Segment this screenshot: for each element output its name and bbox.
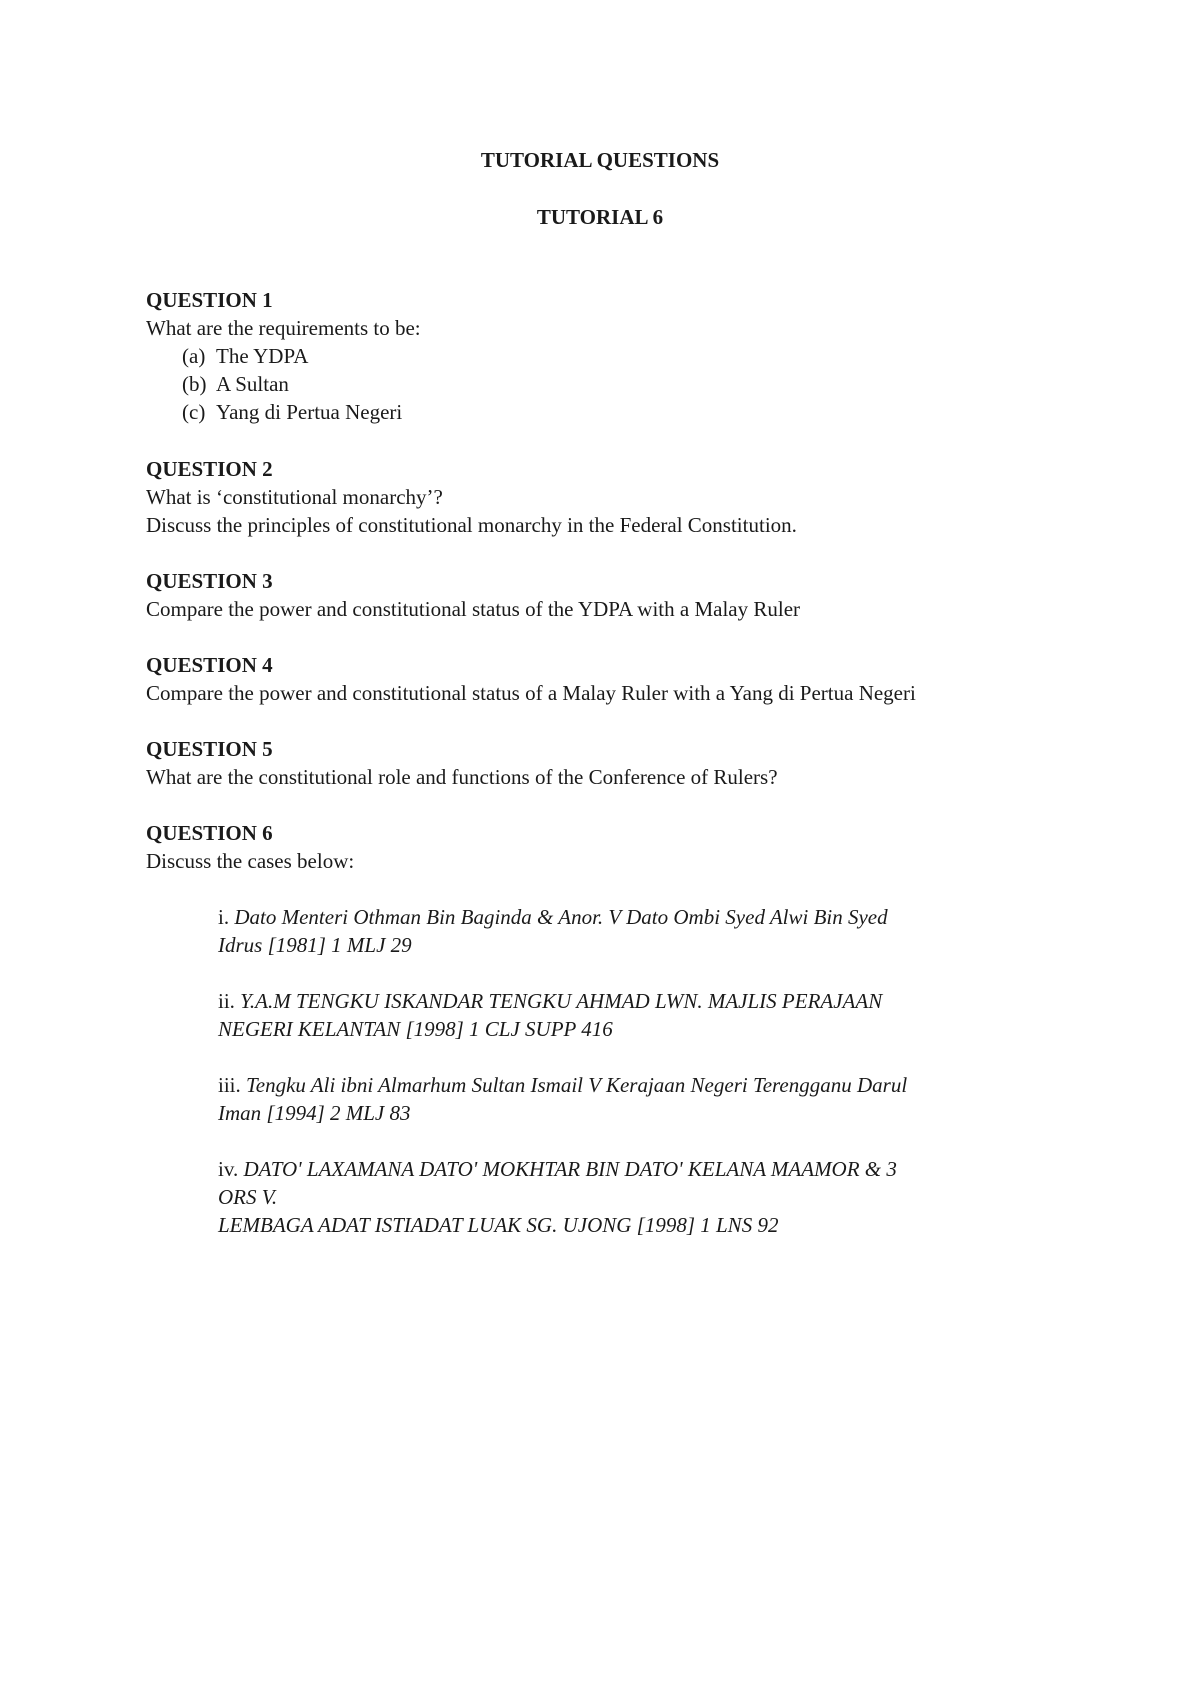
- case-number: iii.: [218, 1073, 241, 1097]
- question-heading: QUESTION 1: [146, 288, 273, 312]
- case-line: [218, 1071, 1038, 1099]
- case-number: ii.: [218, 989, 235, 1013]
- question-text: Discuss the cases below:: [146, 849, 355, 873]
- case-citation: Y.A.M TENGKU ISKANDAR TENGKU AHMAD LWN. MAJLIS PERAJAAN: [240, 989, 883, 1013]
- question-heading: QUESTION 2: [146, 457, 273, 481]
- case-item-iv: [218, 1155, 1038, 1239]
- case-citation: LEMBAGA ADAT ISTIADAT LUAK SG. UJONG [1998] 1 LNS 92: [218, 1213, 779, 1237]
- question-6: [146, 819, 1076, 875]
- document-subtitle: TUTORIAL 6: [536, 205, 664, 229]
- option-marker: (c): [182, 400, 206, 424]
- option-item: [146, 342, 1076, 370]
- case-citation: NEGERI KELANTAN [1998] 1 CLJ SUPP 416: [218, 1017, 613, 1041]
- question-heading: QUESTION 3: [146, 569, 273, 593]
- question-text: Compare the power and constitutional status of the YDPA with a Malay Ruler: [146, 597, 801, 621]
- question-text: Compare the power and constitutional status of a Malay Ruler with a Yang di Pertua Negeri: [146, 681, 916, 705]
- case-line: [218, 987, 1038, 1015]
- question-5: [146, 735, 1076, 791]
- question-heading: QUESTION 4: [146, 653, 273, 677]
- question-1: [146, 286, 1076, 426]
- option-text: The YDPA: [216, 344, 309, 368]
- document-title: TUTORIAL QUESTIONS: [480, 148, 720, 172]
- question-text: What is ‘constitutional monarchy’?: [146, 485, 443, 509]
- case-item-ii: [218, 987, 1038, 1043]
- case-item-i: [218, 903, 1038, 959]
- option-marker: (b): [182, 372, 207, 396]
- option-marker: (a): [182, 344, 206, 368]
- question-text: Discuss the principles of constitutional monarchy in the Federal Constitution.: [146, 513, 797, 537]
- case-citation: ORS V.: [218, 1185, 278, 1209]
- case-citation: DATO' LAXAMANA DATO' MOKHTAR BIN DATO' KELANA MAAMOR & 3: [243, 1157, 897, 1181]
- case-number: i.: [218, 905, 230, 929]
- case-number: iv.: [218, 1157, 239, 1181]
- question-heading: QUESTION 6: [146, 821, 273, 845]
- question-text: What are the requirements to be:: [146, 316, 421, 340]
- question-2: [146, 455, 1076, 539]
- question-heading: QUESTION 5: [146, 737, 273, 761]
- option-text: Yang di Pertua Negeri: [216, 400, 403, 424]
- option-item: [146, 370, 1076, 398]
- case-citation: Iman [1994] 2 MLJ 83: [218, 1101, 411, 1125]
- option-list: [146, 342, 1076, 426]
- case-citation: Tengku Ali ibni Almarhum Sultan Ismail V Kerajaan Negeri Terengganu Darul: [246, 1073, 908, 1097]
- option-item: [146, 398, 1076, 426]
- question-3: [146, 567, 1076, 623]
- case-line: [218, 1155, 1038, 1183]
- option-text: A Sultan: [216, 372, 289, 396]
- case-item-iii: [218, 1071, 1038, 1127]
- case-citation: Idrus [1981] 1 MLJ 29: [218, 933, 412, 957]
- question-text: What are the constitutional role and functions of the Conference of Rulers?: [146, 765, 778, 789]
- question-4: [146, 651, 1076, 707]
- case-line: [218, 903, 1038, 931]
- case-citation: Dato Menteri Othman Bin Baginda & Anor. V Dato Ombi Syed Alwi Bin Syed: [234, 905, 888, 929]
